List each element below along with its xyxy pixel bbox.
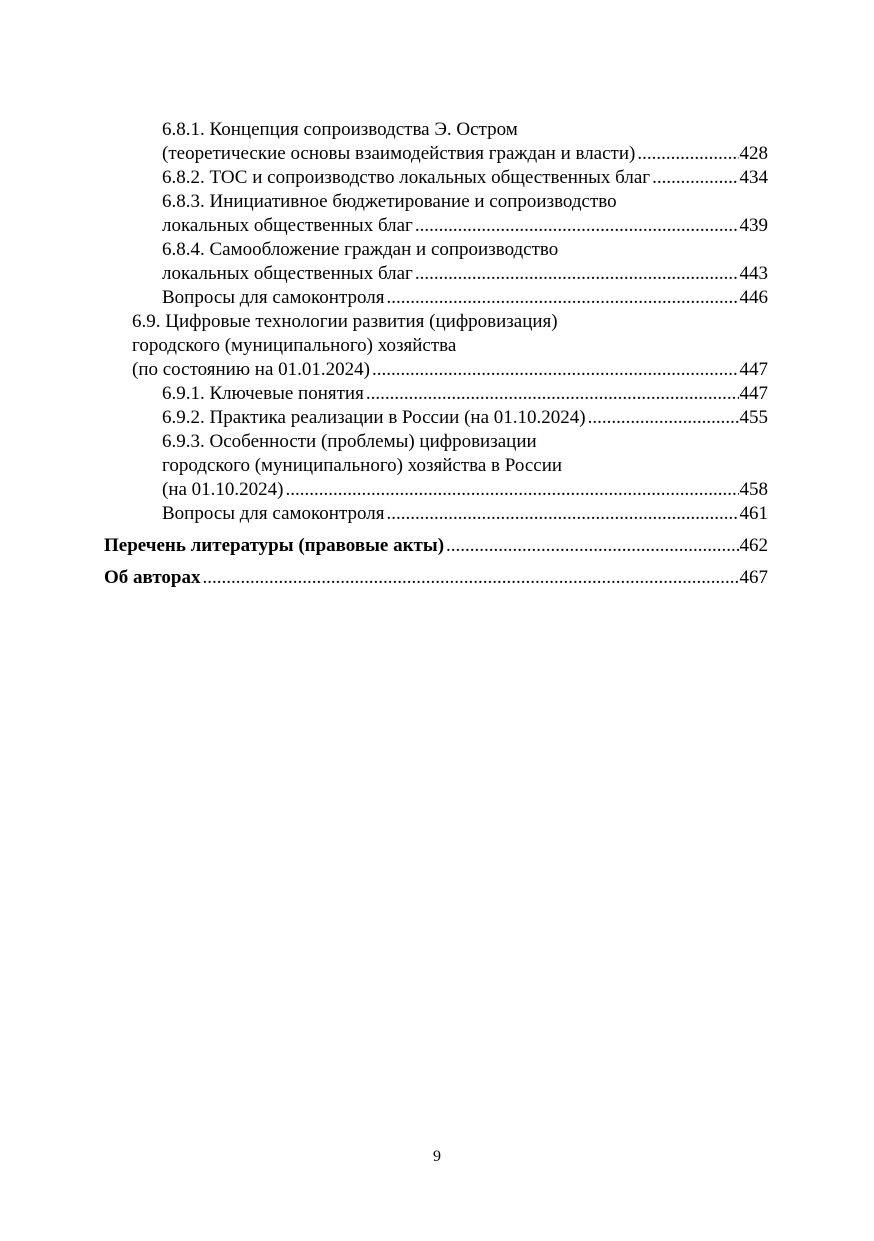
toc-page-number: 439 xyxy=(739,215,768,236)
dot-leader xyxy=(588,406,739,430)
toc-entry-text: (на 01.10.2024) xyxy=(162,479,284,500)
toc-entry-text: (по состоянию на 01.01.2024) xyxy=(132,359,370,380)
dot-leader xyxy=(446,534,738,558)
dot-leader xyxy=(415,214,739,238)
dot-leader xyxy=(286,478,739,502)
toc-entry-6-9-1[interactable] xyxy=(104,382,768,406)
toc-entry-text: 6.8.1. Концепция сопроизводства Э. Остром xyxy=(162,119,518,140)
toc-entry-6-8-4[interactable] xyxy=(104,238,768,286)
toc-page-number: 455 xyxy=(739,407,768,428)
toc-entry-6-9[interactable] xyxy=(104,310,768,382)
toc-entry-text: локальных общественных благ xyxy=(162,263,413,284)
toc-entry-text: 6.9.3. Особенности (проблемы) цифровизации xyxy=(162,431,537,452)
toc-page-number: 447 xyxy=(739,359,768,380)
dot-leader xyxy=(366,382,739,406)
toc-page-number: 434 xyxy=(739,167,768,188)
toc-entry-text: Перечень литературы (правовые акты) xyxy=(104,535,445,556)
toc-page-number: 458 xyxy=(739,479,768,500)
toc-entry-text: 6.8.4. Самообложение граждан и сопроизводство xyxy=(162,239,559,260)
toc-entry-text: Вопросы для самоконтроля xyxy=(162,503,385,524)
toc-entry-literature[interactable] xyxy=(104,534,768,558)
toc-entry-text: Вопросы для самоконтроля xyxy=(162,287,385,308)
dot-leader xyxy=(415,262,739,286)
toc-entry-text: городского (муниципального) хозяйства xyxy=(132,335,457,356)
table-of-contents xyxy=(104,118,768,590)
toc-page-number: 461 xyxy=(739,503,768,524)
dot-leader xyxy=(386,502,738,526)
dot-leader xyxy=(386,286,738,310)
toc-entry-text: 6.8.3. Инициативное бюджетирование и сопроизводство xyxy=(162,191,617,212)
dot-leader xyxy=(202,566,738,590)
toc-entry-text: городского (муниципального) хозяйства в России xyxy=(162,455,563,476)
page-number: 9 xyxy=(433,1148,441,1165)
toc-page-number: 462 xyxy=(739,535,768,556)
dot-leader xyxy=(372,358,739,382)
toc-entry-questions-6-9[interactable] xyxy=(104,502,768,526)
toc-entry-text: локальных общественных благ xyxy=(162,215,413,236)
toc-entry-text: 6.9.2. Практика реализации в России (на 01.10.2024) xyxy=(162,407,586,428)
toc-entry-text: 6.8.2. ТОС и сопроизводство локальных общественных благ xyxy=(162,167,651,188)
toc-entry-authors[interactable] xyxy=(104,566,768,590)
toc-entry-text: 6.9. Цифровые технологии развития (цифровизация) xyxy=(132,311,558,332)
toc-entry-6-9-2[interactable] xyxy=(104,406,768,430)
toc-page-number: 443 xyxy=(739,263,768,284)
toc-page-number: 467 xyxy=(739,567,768,588)
toc-page-number: 428 xyxy=(739,143,768,164)
toc-page-number: 447 xyxy=(739,383,768,404)
toc-entry-6-9-3[interactable] xyxy=(104,430,768,502)
toc-entry-6-8-1[interactable] xyxy=(104,118,768,166)
dot-leader xyxy=(637,142,738,166)
toc-page-number: 446 xyxy=(739,287,768,308)
toc-entry-text: (теоретические основы взаимодействия граждан и власти) xyxy=(162,143,636,164)
toc-entry-text: 6.9.1. Ключевые понятия xyxy=(162,383,364,404)
dot-leader xyxy=(652,166,738,190)
toc-entry-6-8-3[interactable] xyxy=(104,190,768,238)
toc-entry-text: Об авторах xyxy=(104,567,201,588)
toc-entry-6-8-2[interactable] xyxy=(104,166,768,190)
toc-entry-questions-6-8[interactable] xyxy=(104,286,768,310)
